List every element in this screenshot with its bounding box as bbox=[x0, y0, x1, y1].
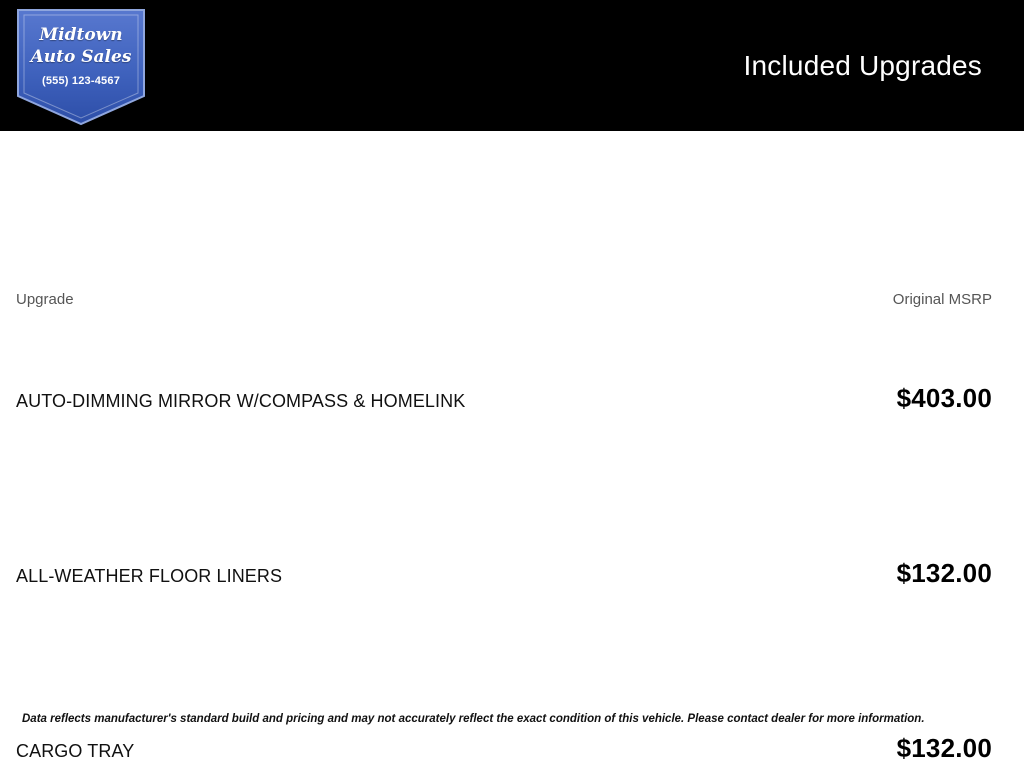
upgrade-price: $403.00 bbox=[896, 383, 992, 413]
dealer-logo bbox=[12, 8, 150, 126]
column-header-msrp: Original MSRP bbox=[892, 291, 992, 308]
column-header-upgrade: Upgrade bbox=[16, 291, 74, 308]
disclaimer-text: Data reflects manufacturer's standard build and pricing and may not accurately reflect the exact condition of this vehicle. Please contact dealer for more information. bbox=[22, 713, 925, 725]
upgrades-table bbox=[0, 131, 1024, 768]
page-title: Included Upgrades bbox=[743, 50, 982, 81]
dealer-name-line1: Midtown bbox=[39, 25, 123, 45]
table-row bbox=[0, 336, 1024, 511]
upgrade-price: $132.00 bbox=[896, 558, 992, 588]
dealer-phone: (555) 123-4567 bbox=[41, 75, 121, 87]
badge-shield-icon bbox=[12, 8, 150, 126]
dealer-name-line2: Auto Sales bbox=[30, 47, 132, 67]
upgrade-price: $132.00 bbox=[896, 733, 992, 763]
upgrade-rows bbox=[0, 336, 1024, 768]
page-header bbox=[0, 0, 1024, 131]
table-row bbox=[0, 511, 1024, 686]
upgrade-name: AUTO-DIMMING MIRROR W/COMPASS & HOMELINK bbox=[16, 391, 466, 411]
upgrade-name: CARGO TRAY bbox=[16, 741, 135, 761]
upgrade-name: ALL-WEATHER FLOOR LINERS bbox=[16, 566, 283, 586]
table-row bbox=[0, 686, 1024, 768]
